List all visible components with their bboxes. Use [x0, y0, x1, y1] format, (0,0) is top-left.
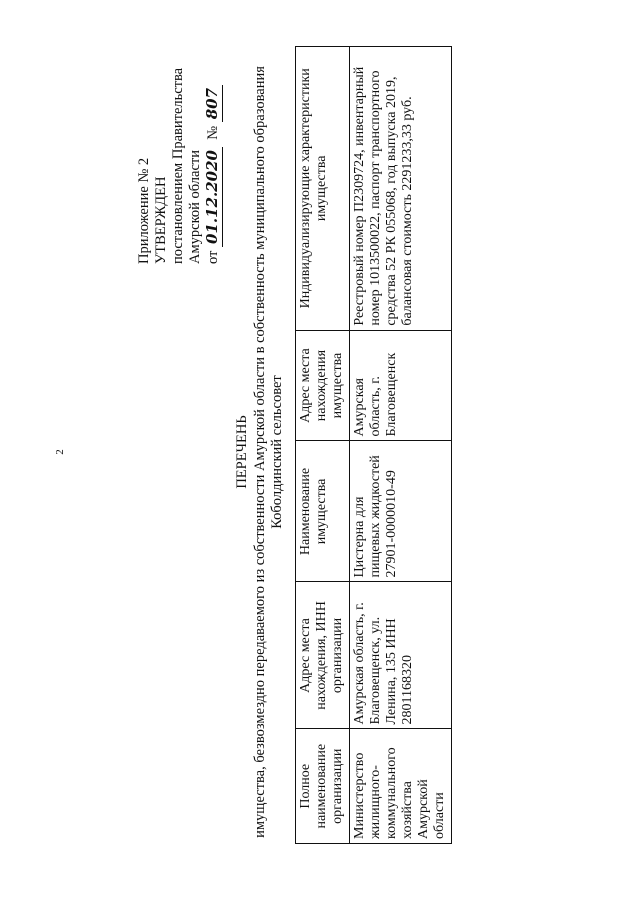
cell-org-full-name: Министерство жилищного-коммунального хозяйства Амурской области — [350, 729, 452, 844]
document-subtitle-municipality: Коболдинский сельсовет — [269, 375, 285, 529]
document-subtitle: имущества, безвозмездно передаваемого из собственности Амурской области в собственность муниципального образования — [252, 66, 268, 838]
number-value-field — [204, 85, 223, 122]
header-property-address: Адрес места нахождения имущества — [296, 330, 350, 441]
page-number: 2 — [53, 449, 66, 455]
cell-org-address-inn: Амурская область, г. Благовещенск, ул. Ленина, 135 ИНН 2801168320 — [350, 582, 452, 729]
cell-property-address: Амурская область, г. Благовещенск — [350, 330, 452, 441]
resolution-label: постановлением Правительства — [170, 67, 186, 264]
header-org-address-inn: Адрес места нахождения, ИНН организации — [296, 582, 350, 729]
property-registry-table — [295, 46, 452, 844]
cell-property-name: Цистерна для пищевых жидкостей 27901-0000010-49 — [350, 441, 452, 582]
document-heading: ПЕРЕЧЕНЬ — [234, 415, 250, 489]
date-prefix: от — [205, 250, 221, 264]
header-property-name: Наименование имущества — [296, 441, 350, 582]
cell-property-characteristics: Реестровый номер П2309724, инвентарный номер 1013500022, паспорт транспортного средства 52 РК 055068, год выпуска 2019, балансовая стоимость 2291233,33 руб. — [350, 47, 452, 331]
number-value: 807 — [203, 87, 221, 120]
number-prefix: № — [205, 125, 221, 140]
appendix-label: Приложение № 2 — [136, 157, 152, 264]
rotated-page-content — [130, 42, 510, 862]
table-header-row — [296, 47, 350, 844]
table-row — [350, 47, 452, 844]
region-label: Амурской области — [187, 150, 203, 264]
date-value: 01.12.2020 — [203, 150, 221, 244]
header-property-characteristics: Индивидуализирующие характеристики имущества — [296, 47, 350, 331]
approval-stamp-block — [136, 34, 223, 264]
approved-label: УТВЕРЖДЕН — [153, 176, 169, 264]
header-org-full-name: Полное наименование организации — [296, 729, 350, 844]
date-number-line — [204, 34, 223, 264]
date-value-field — [204, 147, 223, 247]
document-title-block — [234, 42, 286, 862]
